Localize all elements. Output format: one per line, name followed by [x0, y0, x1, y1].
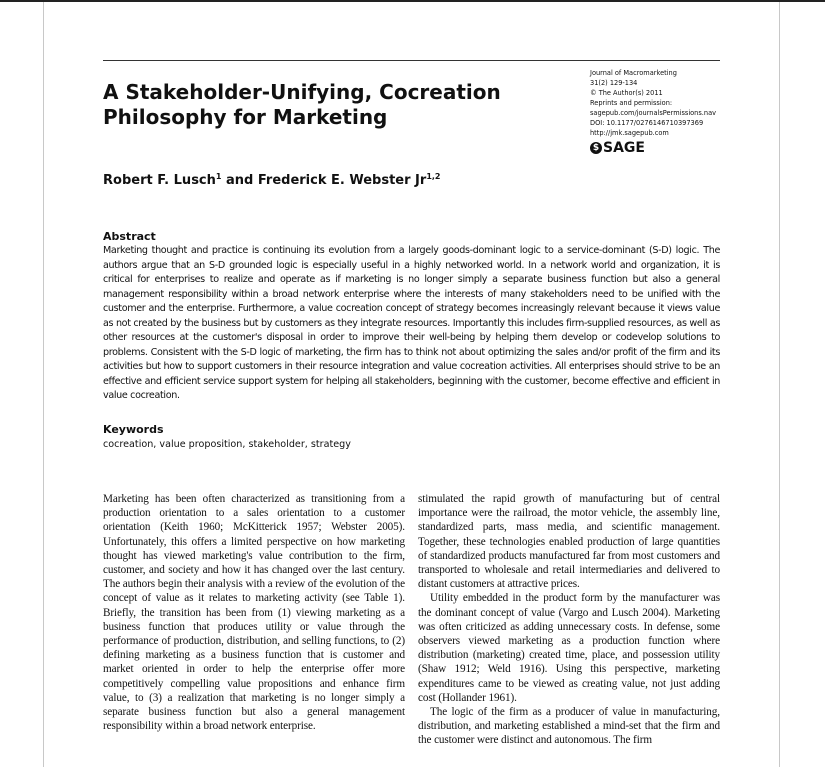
sage-mark-icon: $: [590, 142, 602, 154]
keywords-heading: Keywords: [103, 423, 164, 436]
header-rule: [103, 60, 720, 61]
author-connector: and: [221, 173, 258, 188]
journal-doi[interactable]: DOI: 10.1177/0276146710397369: [590, 119, 704, 127]
journal-name: Journal of Macromarketing: [590, 69, 677, 77]
body-column-right: [418, 492, 720, 748]
page-left-edge: [43, 2, 44, 767]
journal-url[interactable]: http://jmk.sagepub.com: [590, 129, 669, 137]
journal-copyright: © The Author(s) 2011: [590, 89, 663, 97]
journal-permissions-link[interactable]: sagepub.com/journalsPermissions.nav: [590, 109, 717, 117]
author-1: Robert F. Lusch: [103, 173, 216, 188]
top-border: [0, 0, 825, 2]
body-paragraph: stimulated the rapid growth of manufacturing but of central importance were the railroad, the motor vehicle, the assembly line, standardized parts, mass media, and scientific management. Together, these technologies enabled production of large quantities of standardized products manufactured far from most customers and transported to wholesale and retail intermediaries and delivered to distant customers at attractive prices.: [418, 493, 720, 591]
sage-logo: [590, 140, 645, 156]
author-1-affiliation: 1: [215, 172, 222, 181]
title-line-1: A Stakeholder-Unifying, Cocreation: [103, 80, 501, 104]
author-2: Frederick E. Webster Jr: [257, 173, 427, 188]
body-paragraph: The logic of the firm as a producer of value in manufacturing, distribution, and marketing established a mind-set that the firm and the customer were distinct and autonomous. The firm: [418, 706, 720, 747]
body-paragraph: Marketing has been often characterized as transitioning from a production orientation to a sales orientation to a customer orientation (Keith 1960; McKitterick 1957; Webster 2005). Unfortunately, this offers a limited perspective on how marketing thought has viewed marketing's value contribution to the firm, customer, and society and how it has changed over the last century. The authors begin their analysis with a review of the evolution of the concept of value as it relates to marketing activity (see Table 1). Briefly, the transition has been from (1) viewing marketing as a business function that produces utility or value through the performance of production, distribution, and selling functions, to (2) defining marketing as a business function that is customer and market oriented in order to help the enterprise offer more competitively compelling value propositions and enhance firm value, to (3) a realization that marketing is no longer simply a separate business function but also a general management responsibility within a broad network enterprise.: [103, 493, 405, 733]
body-column-left: [103, 492, 405, 733]
article-title: [103, 80, 573, 130]
journal-volume: 31(2) 129-134: [590, 79, 638, 87]
author-2-affiliation: 1,2: [426, 172, 441, 181]
keywords-text: cocreation, value proposition, stakeholder, strategy: [103, 439, 351, 450]
journal-reprints: Reprints and permission:: [590, 99, 673, 107]
title-line-2: Philosophy for Marketing: [103, 105, 388, 129]
body-paragraph: Utility embedded in the product form by the manufacturer was the dominant concept of value (Vargo and Lusch 2004). Marketing was often criticized as adding unnecessary costs. In defense, some observers viewed marketing as a production function where distribution (marketing) created time, place, and possession utility (Shaw 1912; Weld 1916). Using this perspective, marketing expenditures came to be viewed as creating value, not just adding cost (Hollander 1961).: [418, 592, 720, 704]
author-line: [103, 172, 440, 188]
publisher-name: SAGE: [603, 140, 645, 156]
abstract-heading: Abstract: [103, 230, 156, 243]
page-right-edge: [779, 2, 780, 767]
abstract-text: Marketing thought and practice is continuing its evolution from a largely goods-dominant logic to a service-dominant (S-D) logic. The authors argue that an S-D grounded logic is especially useful in a highly networked world. In a network world and organization, it is critical for enterprises to realize and operate as if marketing is no longer simply a separate business function but also a general management responsibility within a broad network enterprise where the interests of many stakeholders need to be unified with the customer and the enterprise. Furthermore, a value cocreation concept of strategy becomes increasingly relevant because it views value as not created by the business but by customers as they integrate resources. Importantly this includes firm-supplied resources, as well as other resources at the customer's disposal in order to improve their well-being by helping them develop or codevelop solutions to problems. Consistent with the S-D logic of marketing, the firm has to think not about optimizing the sales and/or profit of the firm and its activities but how to support customers in their resource integration and value cocreation activities. All enterprises should strive to be an effective and efficient service support system for helping all stakeholders, beginning with the customer, become effective and efficient in value cocreation.: [103, 245, 720, 401]
journal-info: [590, 68, 730, 138]
